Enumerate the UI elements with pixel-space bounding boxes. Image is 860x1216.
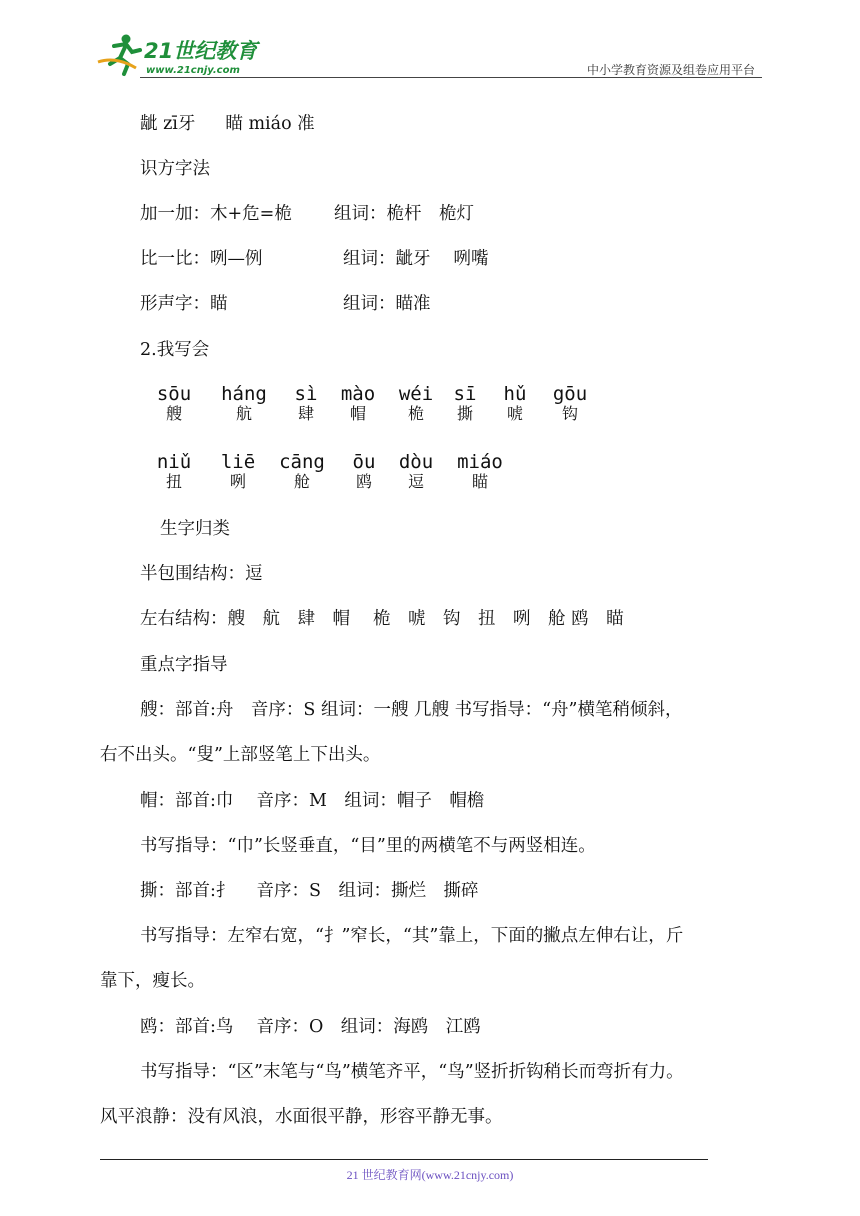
header-platform-text: 中小学教育资源及组卷应用平台 [586,63,755,77]
pinyin-cell [334,451,394,492]
logo-url: www.21cnjy.com [146,65,240,76]
text-segment: 组词：龇牙 咧嘴 [343,249,489,269]
pinyin-cell [328,383,388,424]
hanzi-char: 逗 [407,472,424,491]
pinyin-cell [272,451,332,492]
text-segment: 瞄 miáo 准 [225,114,315,134]
text-line: 书写指导：“巾”长竖垂直，“目”里的两横笔不与两竖相连。 [140,836,596,856]
hanzi-char: 舱 [293,472,310,491]
section-heading: 生字归类 [160,519,230,539]
pinyin-text: ōu [352,451,376,473]
text-segment: 形声字：瞄 [140,294,228,314]
pinyin-text: liē [220,451,256,473]
text-line: 风平浪静：没有风浪，水面很平静，形容平静无事。 [100,1107,503,1127]
pinyin-text: cāng [279,451,325,473]
hanzi-char: 唬 [506,404,523,423]
section-heading: 2.我写会 [140,340,210,360]
pinyin-text: hǔ [503,383,527,405]
text-line: 鸥：部首:鸟 音序：O 组词：海鸥 江鸥 [140,1017,481,1037]
text-segment: 组词：瞄准 [343,294,431,314]
hanzi-char: 桅 [407,404,424,423]
pinyin-text: mào [340,383,376,405]
pinyin-cell [386,451,446,492]
page-header [0,0,860,80]
text-line: 艘：部首:舟 音序：S 组词：一艘 几艘 书写指导：“舟”横笔稍倾斜， [140,700,683,720]
text-line: 书写指导：“区”末笔与“鸟”横笔齐平，“鸟”竖折折钩稍长而弯折有力。 [140,1062,684,1082]
footer-divider [100,1159,708,1160]
hanzi-char: 扭 [165,472,182,491]
text-line [140,200,474,225]
pinyin-cell [144,451,204,492]
section-heading: 重点字指导 [140,655,228,675]
hanzi-char: 撕 [456,404,473,423]
text-line: 撕：部首:扌 音序：S 组词：撕烂 撕碎 [140,881,479,901]
pinyin-cell [540,383,600,424]
runner-icon [98,35,140,75]
hanzi-char: 瞄 [471,472,488,491]
hanzi-char: 艘 [165,404,182,423]
pinyin-text: niǔ [156,451,192,473]
text-line [140,245,489,270]
text-line: 书写指导：左窄右宽，“扌”窄长，“其”靠上，下面的撇点左伸右让，斤 [140,926,684,946]
pinyin-text: sōu [156,383,192,405]
pinyin-text: dòu [398,451,434,473]
pinyin-cell [485,383,545,424]
text-line: 右不出头。“叟”上部竖笔上下出头。 [100,745,381,765]
hanzi-char: 肆 [297,404,314,423]
text-segment: 组词：桅杆 桅灯 [334,204,474,224]
hanzi-char: 帽 [349,404,366,423]
logo [96,32,266,78]
text-line: 半包围结构：逗 [140,564,263,584]
pinyin-cell [450,451,510,492]
section-heading: 识方字法 [140,159,210,179]
text-line [140,290,431,315]
pinyin-text: wéi [398,383,434,405]
text-segment: 加一加：木+危=桅 [140,204,292,224]
hanzi-char: 鸥 [355,472,372,491]
logo-text: 21世纪教育 [144,39,258,63]
text-segment: 比一比：咧—例 [140,249,263,269]
text-segment: 龇 zī牙 [140,114,196,134]
header-divider [140,77,762,78]
text-line: 左右结构：艘 航 肆 帽 桅 唬 钩 扭 咧 舱 鸥 瞄 [140,609,624,629]
text-line: 靠下，瘦长。 [100,971,205,991]
pinyin-text: miáo [457,451,503,473]
pinyin-text: háng [221,383,267,405]
hanzi-char: 钩 [561,404,578,423]
text-line: 帽：部首:巾 音序：M 组词：帽子 帽檐 [140,791,485,811]
pinyin-text: gōu [552,383,588,405]
pinyin-text: sī [453,383,477,405]
hanzi-char: 航 [235,404,252,423]
hanzi-char: 咧 [229,472,246,491]
pinyin-cell [214,383,274,424]
pinyin-cell [144,383,204,424]
footer-text: 21 世纪教育网(www.21cnjy.com) [346,1168,514,1182]
pinyin-text: sì [294,383,318,405]
text-line [140,110,315,135]
pinyin-cell [208,451,268,492]
pinyin-cell [276,383,336,424]
